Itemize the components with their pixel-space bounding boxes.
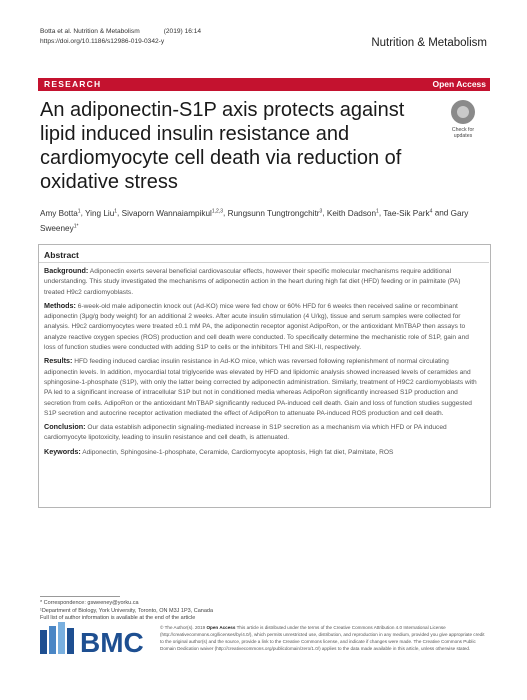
author[interactable]: Tae-Sik Park$^4$ [383, 208, 433, 218]
abstract-methods: Methods: 6-week-old male adiponectin knock out (Ad-KO) mice were fed chow or 60% HFD for 6 weeks then received saline or recombinant adiponectin (3μg/g body weight) for an additional 2 weeks. After acute insulin stimulation (4 U/kg), tissue and serum samples were collected for analysis. H9c2 cardiomyocytes were treated ±0.1 mM PA, the adiponectin receptor agonist AdipoRon, or the antioxidant MnTBAP then assays to analyze reactive oxygen species (ROS) production and cell death were conducted. To specifically determine the mechanistic role of S1P, gain and loss of function studies were conducted with adding S1P to cells or the inhibitors THI and SKI-II, respectively. [44, 300, 469, 352]
author-list: Amy Botta$^1$, Ying Liu$^1$, Sivaporn Wannaiampikul$^{1,2,3}$, Rungsunn Tungtrongchitr$^3$, Keith Dadson$^1$, Tae-Sik Park$^4$ and Gary Sweeney$^{1*}$ [40, 208, 469, 233]
affiliation: ¹Department of Biology, York University, Toronto, ON M3J 1P3, Canada [40, 607, 214, 614]
running-header [40, 27, 225, 46]
citation: Botta et al. Nutrition & Metabolism [40, 28, 140, 35]
abstract-body [44, 266, 482, 461]
footnotes [40, 600, 213, 623]
correspondence-email[interactable]: * Correspondence: gsweeney@yorku.ca [40, 600, 139, 606]
author[interactable]: Amy Botta$^1$ [40, 208, 81, 218]
abstract-heading: Abstract [44, 250, 79, 260]
author[interactable]: Gary Sweeney$^{1*}$ [40, 208, 469, 233]
doi-link[interactable]: https://doi.org/10.1186/s12986-019-0342-y [40, 37, 165, 45]
abstract-divider [39, 262, 489, 263]
author[interactable]: Rungsunn Tungtrongchitr$^3$ [227, 208, 323, 218]
check-for-updates-button[interactable] [443, 100, 483, 140]
check-updates-icon [451, 100, 475, 124]
check-updates-line1: Check for [451, 127, 475, 133]
journal-name: Nutrition & Metabolism [371, 37, 487, 49]
license-text: © The Author(s). 2019 Open Access This article is distributed under the terms of the Creative Commons Attribution 4.0 International License (http://creativecommons.org/licenses/by/4.0/), which permits unrestricted use, distribution, and reproduction in any medium, provided you give appropriate credit to the original author(s) and the source, provide a link to the Creative Commons license, and indicate if changes were made. The Creative Commons Public Domain Dedication waiver (http://creativecommons.org/publicdomain/zero/1.0/) applies to the data made available in this article, unless otherwise stated. [160, 625, 485, 651]
bmc-logo-text: BMC [80, 627, 144, 658]
author[interactable]: Sivaporn Wannaiampikul$^{1,2,3}$ [121, 208, 223, 218]
open-access-label: Open Access [432, 79, 486, 89]
check-updates-line2: updates [453, 133, 473, 139]
article-title: An adiponectin-S1P axis protects against lipid induced insulin resistance and cardiomyocyte cell death via reduction of oxidative stress [40, 99, 405, 193]
year-volume: (2019) 16:14 [163, 28, 202, 35]
author[interactable]: Ying Liu$^1$ [84, 208, 118, 218]
author[interactable]: Keith Dadson$^1$ [326, 208, 379, 218]
section-band [38, 78, 490, 91]
section-label: RESEARCH [44, 79, 102, 89]
bmc-logo-icon [40, 622, 74, 654]
abstract-keywords: Keywords: Adiponectin, Sphingosine-1-phosphate, Ceramide, Cardiomyocyte apoptosis, High fat diet, Palmitate, ROS [44, 446, 394, 456]
abstract-results: Results: HFD feeding induced cardiac insulin resistance in Ad-KO mice, which was reversed following replenishment of normal circulating adiponectin levels. In addition, myocardial total triglyceride was elevated by HFD and lipidomic analysis showed increased levels of ceramides and sphingosine-1-phosphate (S1P), with only the latter being corrected by adiponectin administration. Similarly, treatment of H9C2 cardiomyoblasts with PA led to a significant increase of intracellular S1P but not in conditioned media whereas AdipoRon significantly increased S1P production and secretion from cells. AdipoRon or the antioxidant MnTBAP significantly reduced PA-induced cell death. Gain and loss of function studies suggested S1P secretion and autocrine receptor activation mediated the effect of AdipoRon to attenuate PA-induced ROS production and cell death. [44, 356, 477, 417]
bmc-logo [40, 622, 155, 662]
author-info-note: Full list of author information is available at the end of the article [40, 615, 196, 621]
footnote-divider [40, 596, 120, 597]
abstract-conclusion: Conclusion: Our data establish adiponectin signaling-mediated increase in S1P secretion as a mechanism via which HFD or PA induced cardiomyocyte lipotoxicity, leading to insulin resistance and cell death, is attenuated. [44, 422, 447, 442]
abstract-background: Background: Adiponectin exerts several beneficial cardiovascular effects, however their specific molecular mechanisms require additional understanding. This study investigated the mechanisms of adiponectin action in the heart during high fat diet (HFD) feeding or in palmitate (PA) treated H9c2 cardiomyoblasts. [44, 266, 461, 296]
